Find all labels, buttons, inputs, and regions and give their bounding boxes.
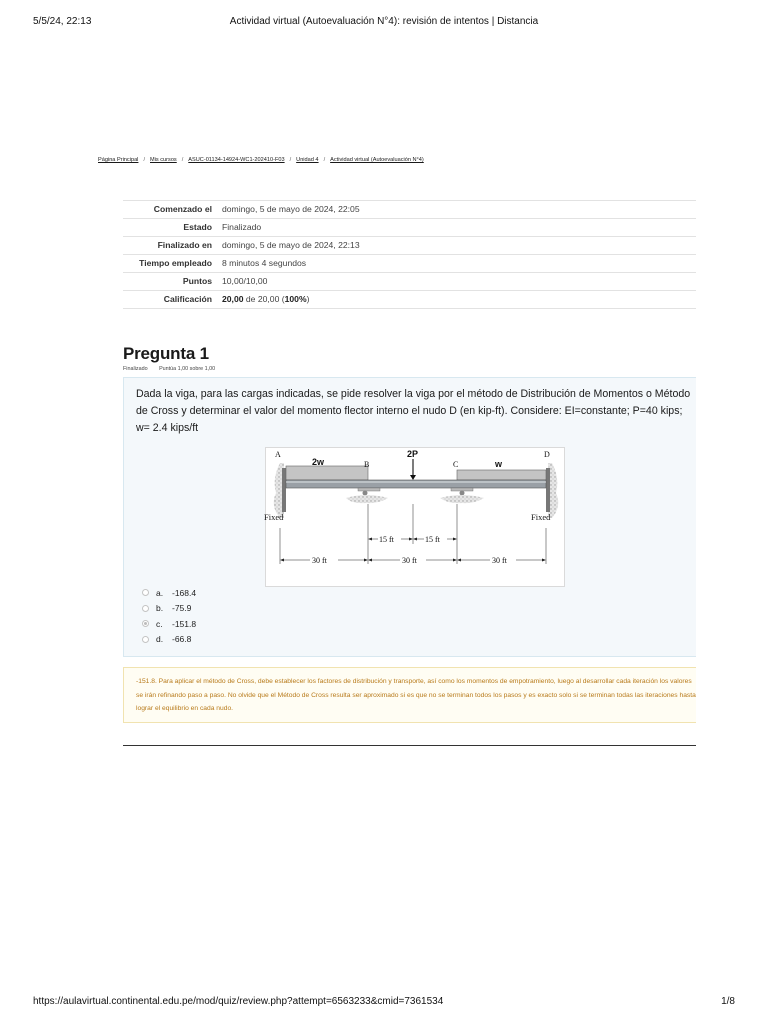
summary-label: Estado <box>123 219 218 237</box>
breadcrumb-my-courses[interactable]: Mis cursos <box>150 157 177 163</box>
breadcrumb-course[interactable]: ASUC-01134-14924-WC1-202410-F03 <box>188 157 285 163</box>
dim-15ft-right: 15 ft <box>425 535 440 544</box>
right-fixed-plate <box>546 468 550 512</box>
summary-label: Tiempo empleado <box>123 255 218 273</box>
summary-label: Puntos <box>123 273 218 291</box>
feedback-text: -151.8. Para aplicar el método de Cross, debe establecer los factores de distribución y transporte, así como los momentos de empotramiento, luego al desarrollar cada iteración los valores se irán refinando paso a paso. No olvide que el Método de Cross resulta ser aproximado si es que no se terminan todos los pasos y es exacto solo si se terminan todas las iteraciones hasta lograr el equilibrio en cada nudo. <box>136 678 696 712</box>
radio-button-selected[interactable] <box>142 620 149 627</box>
label-2p: 2P <box>407 449 419 459</box>
summary-row-finished <box>123 237 696 255</box>
answer-value: -75.9 <box>172 603 192 614</box>
label-c: C <box>453 460 459 469</box>
answer-option-b[interactable]: b. -75.9 <box>142 601 196 617</box>
divider <box>123 745 696 746</box>
dim-30ft-ab: 30 ft <box>312 556 327 565</box>
point-load-arrowhead <box>410 475 416 480</box>
question-text: Dada la viga, para las cargas indicadas, se pide resolver la viga por el método de Distribución de Momentos o Método de Cross y determinar el valor del momento flector interno el nudo D (en kip-ft). Considere: EI=constante; P=40 kips; w= 2.4 kips/ft <box>136 388 691 434</box>
summary-row-state <box>123 219 696 237</box>
label-fixed-right: Fixed <box>531 512 551 522</box>
breadcrumb-unit[interactable]: Unidad 4 <box>296 157 319 163</box>
breadcrumb-home[interactable]: Página Principal <box>98 157 139 163</box>
label-b: B <box>364 460 370 469</box>
answer-value: -151.8 <box>172 618 197 629</box>
print-header <box>33 16 735 30</box>
beam-diagram <box>265 447 565 587</box>
dim-30ft-cd: 30 ft <box>492 556 507 565</box>
summary-row-started <box>123 201 696 219</box>
summary-value: domingo, 5 de mayo de 2024, 22:13 <box>218 237 696 255</box>
dim-15ft-left: 15 ft <box>379 535 394 544</box>
breadcrumb: Página Principal / Mis cursos / ASUC-01134-14924-WC1-202410-F03 / Unidad 4 / Actividad virtual (Autoevaluación N°4) <box>98 157 424 163</box>
print-url: https://aulavirtual.continental.edu.pe/mod/quiz/review.php?attempt=6563233&cmid=7361534 <box>33 996 444 1007</box>
support-b <box>346 488 388 503</box>
question-title: Pregunta 1 <box>123 344 209 363</box>
distributed-load-2w <box>286 466 368 480</box>
label-w: w <box>495 459 503 469</box>
answer-value: -66.8 <box>172 634 192 645</box>
question-info <box>123 366 215 372</box>
print-datetime: 5/5/24, 22:13 <box>33 16 92 27</box>
left-fixed-plate <box>282 468 286 512</box>
distributed-load-w <box>457 470 546 480</box>
summary-row-points <box>123 273 696 291</box>
summary-value: 10,00/10,00 <box>218 273 696 291</box>
attempt-summary-table <box>123 200 696 309</box>
general-feedback <box>123 667 696 723</box>
summary-value: Finalizado <box>218 219 696 237</box>
answer-option-a[interactable]: a. -168.4 <box>142 585 196 601</box>
summary-row-time <box>123 255 696 273</box>
question-status: Finalizado <box>123 366 148 372</box>
grade-score: 20,00 <box>222 294 244 304</box>
dim-30ft-bc: 30 ft <box>402 556 417 565</box>
answer-value: -168.4 <box>172 587 197 598</box>
grade-percent: 100% <box>284 294 307 304</box>
question-content <box>123 377 696 657</box>
dimension-lines <box>280 504 546 564</box>
answer-options <box>142 585 196 647</box>
label-a: A <box>275 450 281 459</box>
radio-button[interactable] <box>142 636 149 643</box>
radio-button[interactable] <box>142 589 149 596</box>
beam <box>286 480 546 488</box>
print-footer <box>33 996 735 1010</box>
answer-option-d[interactable]: d. -66.8 <box>142 632 196 648</box>
question-score: Puntúa 1,00 sobre 1,00 <box>159 366 216 372</box>
summary-label: Finalizado en <box>123 237 218 255</box>
summary-row-grade <box>123 291 696 309</box>
label-fixed-left: Fixed <box>264 512 284 522</box>
print-page-title: Actividad virtual (Autoevaluación N°4): revisión de intentos | Distancia <box>229 16 539 27</box>
label-2w: 2w <box>312 457 325 467</box>
answer-option-c[interactable]: c. -151.8 <box>142 616 196 632</box>
radio-button[interactable] <box>142 605 149 612</box>
summary-label: Calificación <box>123 291 218 309</box>
print-page-number: 1/8 <box>721 996 735 1007</box>
summary-label: Comenzado el <box>123 201 218 219</box>
breadcrumb-activity[interactable]: Actividad virtual (Autoevaluación N°4) <box>330 157 424 163</box>
summary-value: 20,00 de 20,00 (100%) <box>218 291 696 309</box>
summary-value: domingo, 5 de mayo de 2024, 22:05 <box>218 201 696 219</box>
beam-diagram-svg <box>266 448 566 588</box>
label-d: D <box>544 450 550 459</box>
summary-value: 8 minutos 4 segundos <box>218 255 696 273</box>
support-c <box>440 488 484 503</box>
